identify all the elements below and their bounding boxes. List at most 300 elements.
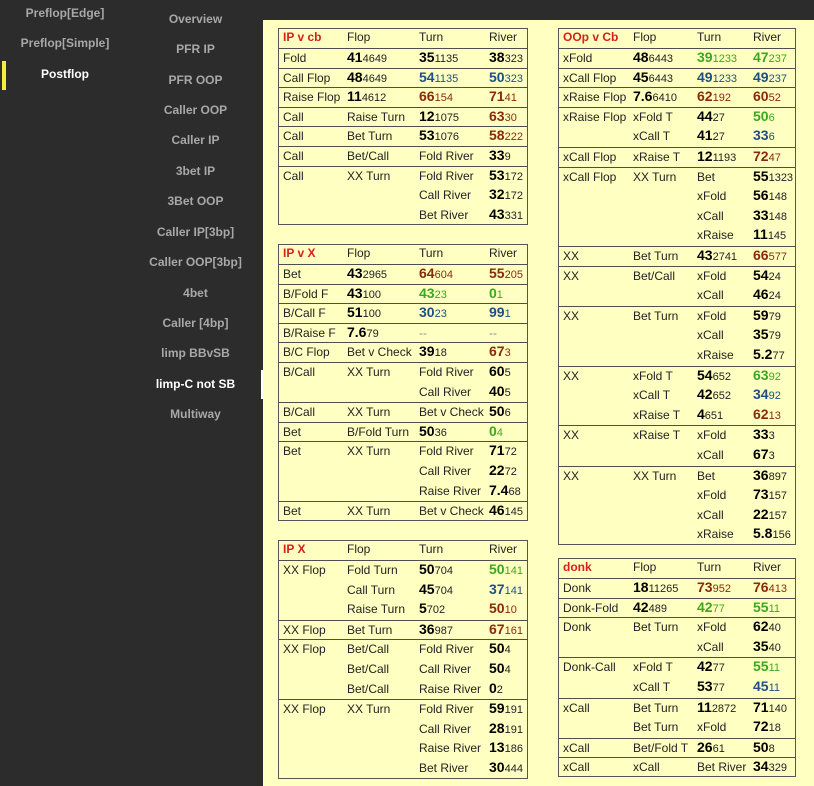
ip-v-cb-stat-river (489, 69, 523, 85)
stat-value: 45 (419, 580, 435, 597)
nav-secondary-4bet[interactable]: 4bet (183, 286, 208, 300)
ip-v-x-cell-turn: Fold River (419, 365, 474, 379)
table-title: IP v X (283, 246, 316, 260)
sample-size: 237 (768, 72, 787, 85)
stat-value: 7.6 (347, 323, 367, 340)
ip-v-cb-stat-river (489, 49, 523, 65)
donk-stat-river (753, 658, 780, 674)
ip-v-x-cell-flop: XX Turn (347, 504, 391, 519)
stat-value: 43 (347, 265, 363, 281)
sample-size: 1233 (712, 72, 738, 85)
stat-value: 64 (419, 265, 435, 281)
nav-secondary-caller-ip-3bp[interactable]: Caller IP[3bp] (156, 225, 235, 239)
ip-v-cb-cell-label: Call Flop (283, 70, 331, 85)
table-header (279, 29, 527, 48)
oop-v-cb-stat-river (753, 69, 787, 85)
nav-secondary-pfr-ip[interactable]: PFR IP (176, 42, 215, 56)
sample-size: 145 (767, 230, 787, 243)
table-row (279, 146, 527, 166)
column-header-flop: Flop (347, 542, 371, 556)
donk-cell-flop: xCall (633, 760, 660, 775)
stat-value: 36 (753, 466, 769, 483)
sample-size: 2965 (362, 269, 388, 281)
ip-v-cb-stat-river (489, 167, 523, 183)
ip-v-cb-cell-flop: XX Turn (347, 168, 391, 183)
table-header (559, 29, 795, 48)
sample-size: 52 (768, 92, 781, 105)
oop-v-cb-stat-river (753, 286, 781, 302)
ip-v-x-cell-label: Bet (283, 504, 302, 519)
ip-v-x-stat-river (489, 442, 517, 458)
stat-value: 11 (697, 698, 712, 715)
stat-value: 12 (697, 148, 713, 164)
ip-v-cb-cell-turn: Call River (419, 188, 472, 203)
table-row (279, 639, 527, 699)
sample-size: 704 (434, 584, 453, 597)
sample-size: 4 (504, 663, 511, 676)
sample-size: 72 (504, 446, 517, 459)
nav-secondary-caller-ip[interactable]: Caller IP (171, 133, 220, 147)
sample-size: 4649 (362, 53, 388, 65)
donk-stat-turn (697, 699, 736, 715)
stat-value: 32 (489, 186, 505, 203)
ip-x-stat-river (489, 720, 523, 736)
stat-value: 37 (489, 580, 505, 597)
sample-size: 11 (768, 602, 780, 615)
nav-secondary-multiway[interactable]: Multiway (170, 407, 221, 421)
ip-x-stat-river (489, 700, 523, 716)
table-title: donk (563, 560, 592, 574)
nav-secondary-overview[interactable]: Overview (168, 12, 223, 26)
donk-cell-label: xCall (563, 760, 590, 775)
ip-v-x-cell-turn: Call River (419, 384, 472, 399)
sample-size: 192 (712, 92, 731, 105)
table-row (559, 657, 795, 697)
ip-v-x-cell-label: B/Raise F (283, 325, 336, 340)
ip-v-x-stat-river (489, 304, 511, 320)
stat-value: 33 (489, 147, 505, 163)
sample-size: 2741 (712, 251, 738, 263)
oop-v-cb-cell-turn: xFold (697, 189, 727, 204)
oop-v-cb-stat-turn (697, 247, 737, 263)
table-ip-v-cb (278, 28, 528, 225)
table-row (279, 126, 527, 146)
ip-v-x-cell-river: -- (489, 325, 497, 340)
stat-value: 33 (753, 206, 769, 223)
table-title: IP v cb (283, 30, 322, 44)
table-header (279, 245, 527, 264)
sample-size: 2 (496, 683, 503, 696)
stat-value: 53 (697, 677, 713, 694)
oop-v-cb-cell-flop: xRaise T (633, 428, 681, 443)
stat-value: 59 (489, 700, 505, 717)
sample-size: 1135 (434, 53, 459, 65)
nav-secondary-limp-c-not-sb[interactable]: limp-C not SB (155, 377, 236, 391)
oop-v-cb-cell-label: xCall Flop (563, 150, 617, 164)
ip-x-cell-label: XX Flop (283, 642, 326, 657)
sample-size: 40 (768, 622, 781, 635)
ip-v-x-cell-turn: Bet v Check (419, 405, 484, 420)
table-row (559, 598, 795, 618)
sample-size: 11 (768, 681, 780, 694)
sample-size: 77 (712, 602, 725, 615)
ip-v-x-cell-turn: Bet v Check (419, 504, 484, 519)
stat-value: 62 (753, 618, 769, 635)
ip-v-cb-stat-turn (419, 49, 458, 65)
sample-size: 702 (426, 604, 446, 617)
stat-value: 43 (419, 284, 435, 301)
stat-value: 35 (753, 637, 769, 654)
sample-size: 61 (712, 742, 725, 755)
stat-value: 53 (419, 127, 435, 144)
table-row (279, 402, 527, 422)
stat-value: 45 (633, 68, 649, 85)
stat-value: 48 (633, 49, 649, 65)
donk-stat-turn (697, 678, 725, 694)
sample-size: 18 (768, 722, 781, 735)
stat-value: 30 (489, 758, 505, 775)
nav-secondary-caller-oop-3bp[interactable]: Caller OOP[3bp] (149, 255, 242, 269)
donk-stat-river (753, 579, 787, 595)
stat-value: 60 (489, 363, 505, 379)
oop-v-cb-stat-river (753, 486, 787, 502)
sample-size: 4649 (362, 72, 388, 85)
ip-x-cell-turn: Fold River (419, 642, 474, 657)
ip-v-cb-stat-river (489, 147, 511, 163)
donk-cell-flop: Bet Turn (633, 620, 679, 635)
ip-v-cb-cell-turn: Bet River (419, 207, 469, 222)
stat-value: 13 (489, 739, 505, 756)
ip-v-x-cell-label: Bet (283, 267, 302, 281)
sample-size: 3 (504, 347, 511, 360)
column-header-river: River (753, 30, 782, 44)
sample-size: 6443 (648, 72, 674, 85)
ip-x-cell-label: XX Flop (283, 563, 326, 577)
table-row (559, 147, 795, 167)
donk-stat-river (753, 758, 787, 774)
sample-size: 6410 (652, 92, 677, 105)
ip-v-x-stat-turn (419, 285, 447, 301)
stat-value: 55 (753, 658, 769, 675)
nav-secondary-caller-4bp[interactable]: Caller [4bp] (162, 316, 229, 330)
stat-value: 50 (489, 561, 505, 577)
donk-stat-turn (697, 739, 725, 755)
stat-value: 67 (753, 445, 769, 462)
sample-size: 100 (362, 308, 381, 321)
donk-stat-river (753, 718, 781, 734)
sample-size: 2872 (711, 702, 737, 715)
ip-x-cell-flop: Bet/Call (347, 642, 390, 657)
table-row (279, 560, 527, 620)
stat-value: 58 (489, 127, 505, 144)
ip-v-x-cell-turn: Fold River (419, 444, 474, 459)
donk-cell-flop: xFold T (633, 660, 673, 675)
stat-value: 46 (753, 286, 769, 303)
oop-v-cb-stat-turn (697, 386, 731, 402)
stat-value: 46 (489, 502, 505, 519)
oop-v-cb-stat-river (753, 326, 781, 342)
ip-x-cell-flop: Fold Turn (347, 563, 398, 577)
oop-v-cb-stat-river (753, 108, 775, 124)
table-row (559, 578, 795, 598)
ip-v-cb-stat-river (489, 206, 523, 222)
table-ip-x (278, 540, 528, 779)
oop-v-cb-stat-river (753, 49, 787, 65)
stat-value: 30 (419, 304, 435, 321)
ip-v-cb-cell-label: Raise Flop (283, 90, 341, 105)
stat-value: 54 (753, 266, 769, 283)
donk-cell-label: Donk-Fold (563, 600, 619, 615)
ip-v-x-stat-river (489, 343, 511, 359)
ip-v-cb-stat-turn (419, 88, 453, 104)
oop-v-cb-cell-turn: xFold (697, 428, 727, 443)
stat-value: 50 (419, 561, 435, 577)
stat-value: 55 (753, 167, 769, 184)
stat-value: 22 (753, 505, 769, 522)
stat-value: 67 (489, 343, 505, 360)
oop-v-cb-stat-river (753, 367, 781, 383)
stat-value: 4 (697, 405, 705, 422)
oop-v-cb-cell-label: xCall Flop (563, 70, 617, 85)
ip-x-cell-flop: XX Turn (347, 702, 391, 717)
table-title: OOp v Cb (563, 30, 619, 44)
stat-value: 44 (697, 107, 713, 124)
oop-v-cb-cell-label: XX (563, 308, 580, 323)
oop-v-cb-stat-river (753, 207, 787, 223)
oop-v-cb-cell-turn: xRaise (697, 527, 734, 542)
sample-size: 77 (712, 662, 725, 675)
table-title: IP X (283, 542, 306, 556)
sample-size: 186 (504, 743, 523, 756)
stat-value: 51 (347, 304, 363, 321)
ip-v-cb-stat-turn (419, 108, 459, 124)
sample-size: 4 (496, 426, 503, 439)
oop-v-cb-cell-turn: xFold (697, 308, 727, 323)
stat-value: 54 (419, 68, 435, 85)
table-ip-v-x (278, 244, 528, 521)
oop-v-cb-stat-river (753, 127, 775, 143)
oop-v-cb-stat-river (753, 187, 787, 203)
stat-value: 50 (753, 107, 769, 124)
table-row (279, 441, 527, 501)
stat-value: 0 (489, 679, 497, 696)
sample-size: 18 (434, 347, 447, 360)
donk-cell-label: Donk (563, 620, 592, 635)
ip-x-stat-river (489, 739, 523, 755)
table-row (559, 48, 795, 68)
stat-value: 43 (347, 284, 363, 301)
sample-size: 9 (504, 151, 511, 163)
ip-v-cb-stat-turn (419, 69, 458, 85)
nav-primary-postflop[interactable]: Postflop (41, 67, 89, 81)
nav-secondary-limp-bbvsb[interactable]: limp BBvSB (161, 346, 230, 360)
stat-value: 18 (633, 579, 649, 595)
table-header (279, 541, 527, 560)
sample-size: 1135 (434, 72, 459, 85)
donk-stat-flop (633, 599, 667, 615)
oop-v-cb-stat-turn (697, 69, 737, 85)
column-header-turn: Turn (419, 30, 444, 44)
stat-value: 63 (489, 107, 505, 124)
sample-size: 222 (504, 131, 523, 144)
stat-value: 7.4 (489, 481, 509, 498)
column-header-flop: Flop (347, 30, 371, 44)
stat-value: 72 (753, 148, 769, 164)
ip-x-stat-turn (419, 600, 445, 616)
nav-primary-preflop-simple[interactable]: Preflop[Simple] (20, 36, 110, 50)
sample-size: 27 (712, 111, 725, 124)
oop-v-cb-stat-river (753, 446, 775, 462)
stat-value: 73 (753, 486, 769, 503)
ip-v-cb-cell-flop: Raise Turn (347, 109, 406, 124)
sample-size: 24 (768, 290, 781, 303)
stat-value: 66 (753, 247, 769, 263)
ip-x-cell-flop: Bet/Call (347, 661, 390, 676)
column-header-river: River (489, 30, 518, 44)
ip-v-cb-cell-label: Call (283, 149, 304, 163)
table-row (559, 617, 795, 657)
stat-value: 41 (347, 49, 363, 65)
stats-panel (263, 20, 814, 786)
ip-x-cell-turn: Call River (419, 721, 472, 736)
sample-size: 6 (768, 131, 775, 144)
oop-v-cb-stat-flop (633, 49, 673, 65)
oop-v-cb-stat-turn (697, 108, 725, 124)
stat-value: 33 (753, 426, 769, 443)
sample-size: 30 (504, 111, 517, 124)
ip-v-x-cell-turn: Call River (419, 463, 472, 478)
oop-v-cb-cell-label: XX (563, 428, 580, 443)
sample-size: 41 (504, 92, 517, 105)
stat-value: 28 (489, 719, 505, 736)
oop-v-cb-cell-flop: xFold T (633, 368, 673, 383)
oop-v-cb-cell-flop: XX Turn (633, 169, 677, 184)
oop-v-cb-stat-flop (633, 88, 677, 104)
stat-value: 50 (419, 422, 435, 439)
oop-v-cb-stat-flop (633, 69, 673, 85)
sample-size: 27 (712, 131, 725, 144)
ip-v-x-cell-label: B/C Flop (283, 345, 330, 360)
ip-x-cell-flop: Raise Turn (347, 602, 406, 617)
oop-v-cb-cell-flop: Bet Turn (633, 308, 679, 323)
stat-value: 63 (753, 366, 769, 383)
oop-v-cb-cell-turn: xCall (697, 507, 724, 522)
sample-size: 161 (504, 624, 523, 637)
sample-size: 92 (768, 370, 781, 383)
sample-size: 3 (768, 449, 775, 462)
ip-x-cell-turn: Raise River (419, 681, 482, 696)
oop-v-cb-cell-flop: Bet/Call (633, 268, 676, 283)
donk-stat-river (753, 678, 780, 694)
sample-size: 47 (768, 152, 781, 164)
oop-v-cb-cell-label: XX (563, 268, 580, 283)
nav-secondary-pfr-oop[interactable]: PFR OOP (168, 73, 223, 87)
sample-size: 331 (504, 209, 523, 222)
ip-v-x-stat-river (489, 363, 511, 379)
stat-value: 59 (753, 306, 769, 323)
oop-v-cb-stat-river (753, 168, 793, 184)
stat-value: 45 (753, 677, 769, 694)
table-row (559, 466, 795, 545)
column-header-turn: Turn (419, 246, 444, 260)
ip-v-cb-stat-flop (347, 69, 387, 85)
nav-secondary-caller-oop[interactable]: Caller OOP (163, 103, 228, 117)
ip-v-cb-cell-turn: Fold River (419, 168, 474, 183)
ip-v-x-cell-label: B/Call F (283, 306, 326, 321)
sample-size: 5 (504, 367, 511, 379)
stat-value: 33 (753, 127, 769, 144)
ip-x-stat-river (489, 561, 523, 577)
ip-x-stat-river (489, 680, 503, 696)
stat-value: 48 (347, 68, 363, 85)
ip-v-x-stat-turn (419, 304, 447, 320)
sample-size: 79 (768, 310, 781, 323)
ip-x-stat-river (489, 759, 523, 775)
ip-x-cell-turn: Raise River (419, 741, 482, 756)
ip-v-x-cell-flop: XX Turn (347, 444, 391, 459)
donk-cell-label: Donk (563, 581, 592, 595)
table-row (559, 167, 795, 246)
nav-secondary-3bet-oop[interactable]: 3Bet OOP (167, 194, 224, 208)
oop-v-cb-cell-label: XX (563, 249, 580, 263)
stat-value: 39 (419, 343, 435, 360)
stat-value: 73 (697, 579, 713, 595)
ip-v-x-stat-flop (347, 324, 379, 340)
donk-cell-label: xCall (563, 740, 590, 755)
sample-size: 1233 (712, 53, 738, 65)
nav-primary-preflop-edge[interactable]: Preflop[Edge] (25, 6, 105, 20)
ip-x-stat-turn (419, 561, 453, 577)
stat-value: 35 (419, 49, 435, 65)
ip-v-cb-stat-flop (347, 49, 387, 65)
stat-value: 55 (489, 265, 505, 281)
ip-v-x-cell-flop: Bet v Check (347, 345, 412, 360)
oop-v-cb-cell-label: xRaise Flop (563, 90, 627, 105)
sample-size: 156 (772, 529, 791, 542)
table-row (279, 362, 527, 402)
sample-size: 3 (768, 430, 775, 443)
ip-x-cell-turn: Fold River (419, 702, 474, 717)
oop-v-cb-stat-river (753, 267, 781, 283)
stat-value: 50 (489, 640, 505, 657)
ip-v-x-cell-turn: -- (419, 325, 427, 340)
stat-value: 0 (489, 422, 497, 439)
ip-v-cb-stat-river (489, 88, 517, 104)
oop-v-cb-cell-turn: xRaise (697, 347, 734, 362)
ip-v-x-stat-river (489, 502, 523, 518)
sample-size: 4612 (361, 92, 387, 105)
stat-value: 42 (697, 598, 713, 615)
table-oop-v-cb (558, 28, 796, 545)
column-header-turn: Turn (419, 542, 444, 556)
stat-value: 34 (753, 758, 769, 775)
sample-size: 652 (712, 390, 731, 403)
donk-stat-turn (697, 579, 731, 595)
sample-size: 205 (504, 269, 523, 281)
nav-secondary-3bet-ip[interactable]: 3bet IP (175, 164, 216, 178)
table-row (559, 425, 795, 465)
stat-value: 72 (753, 718, 769, 735)
column-header-river: River (489, 542, 518, 556)
sample-size: 148 (768, 191, 787, 204)
donk-stat-river (753, 618, 781, 634)
stat-value: 62 (753, 405, 769, 422)
oop-v-cb-stat-river (753, 406, 781, 422)
ip-v-x-stat-turn (419, 343, 447, 359)
active-indicator (2, 61, 6, 90)
sample-size: 157 (768, 509, 787, 522)
sample-size: 6443 (648, 53, 674, 65)
